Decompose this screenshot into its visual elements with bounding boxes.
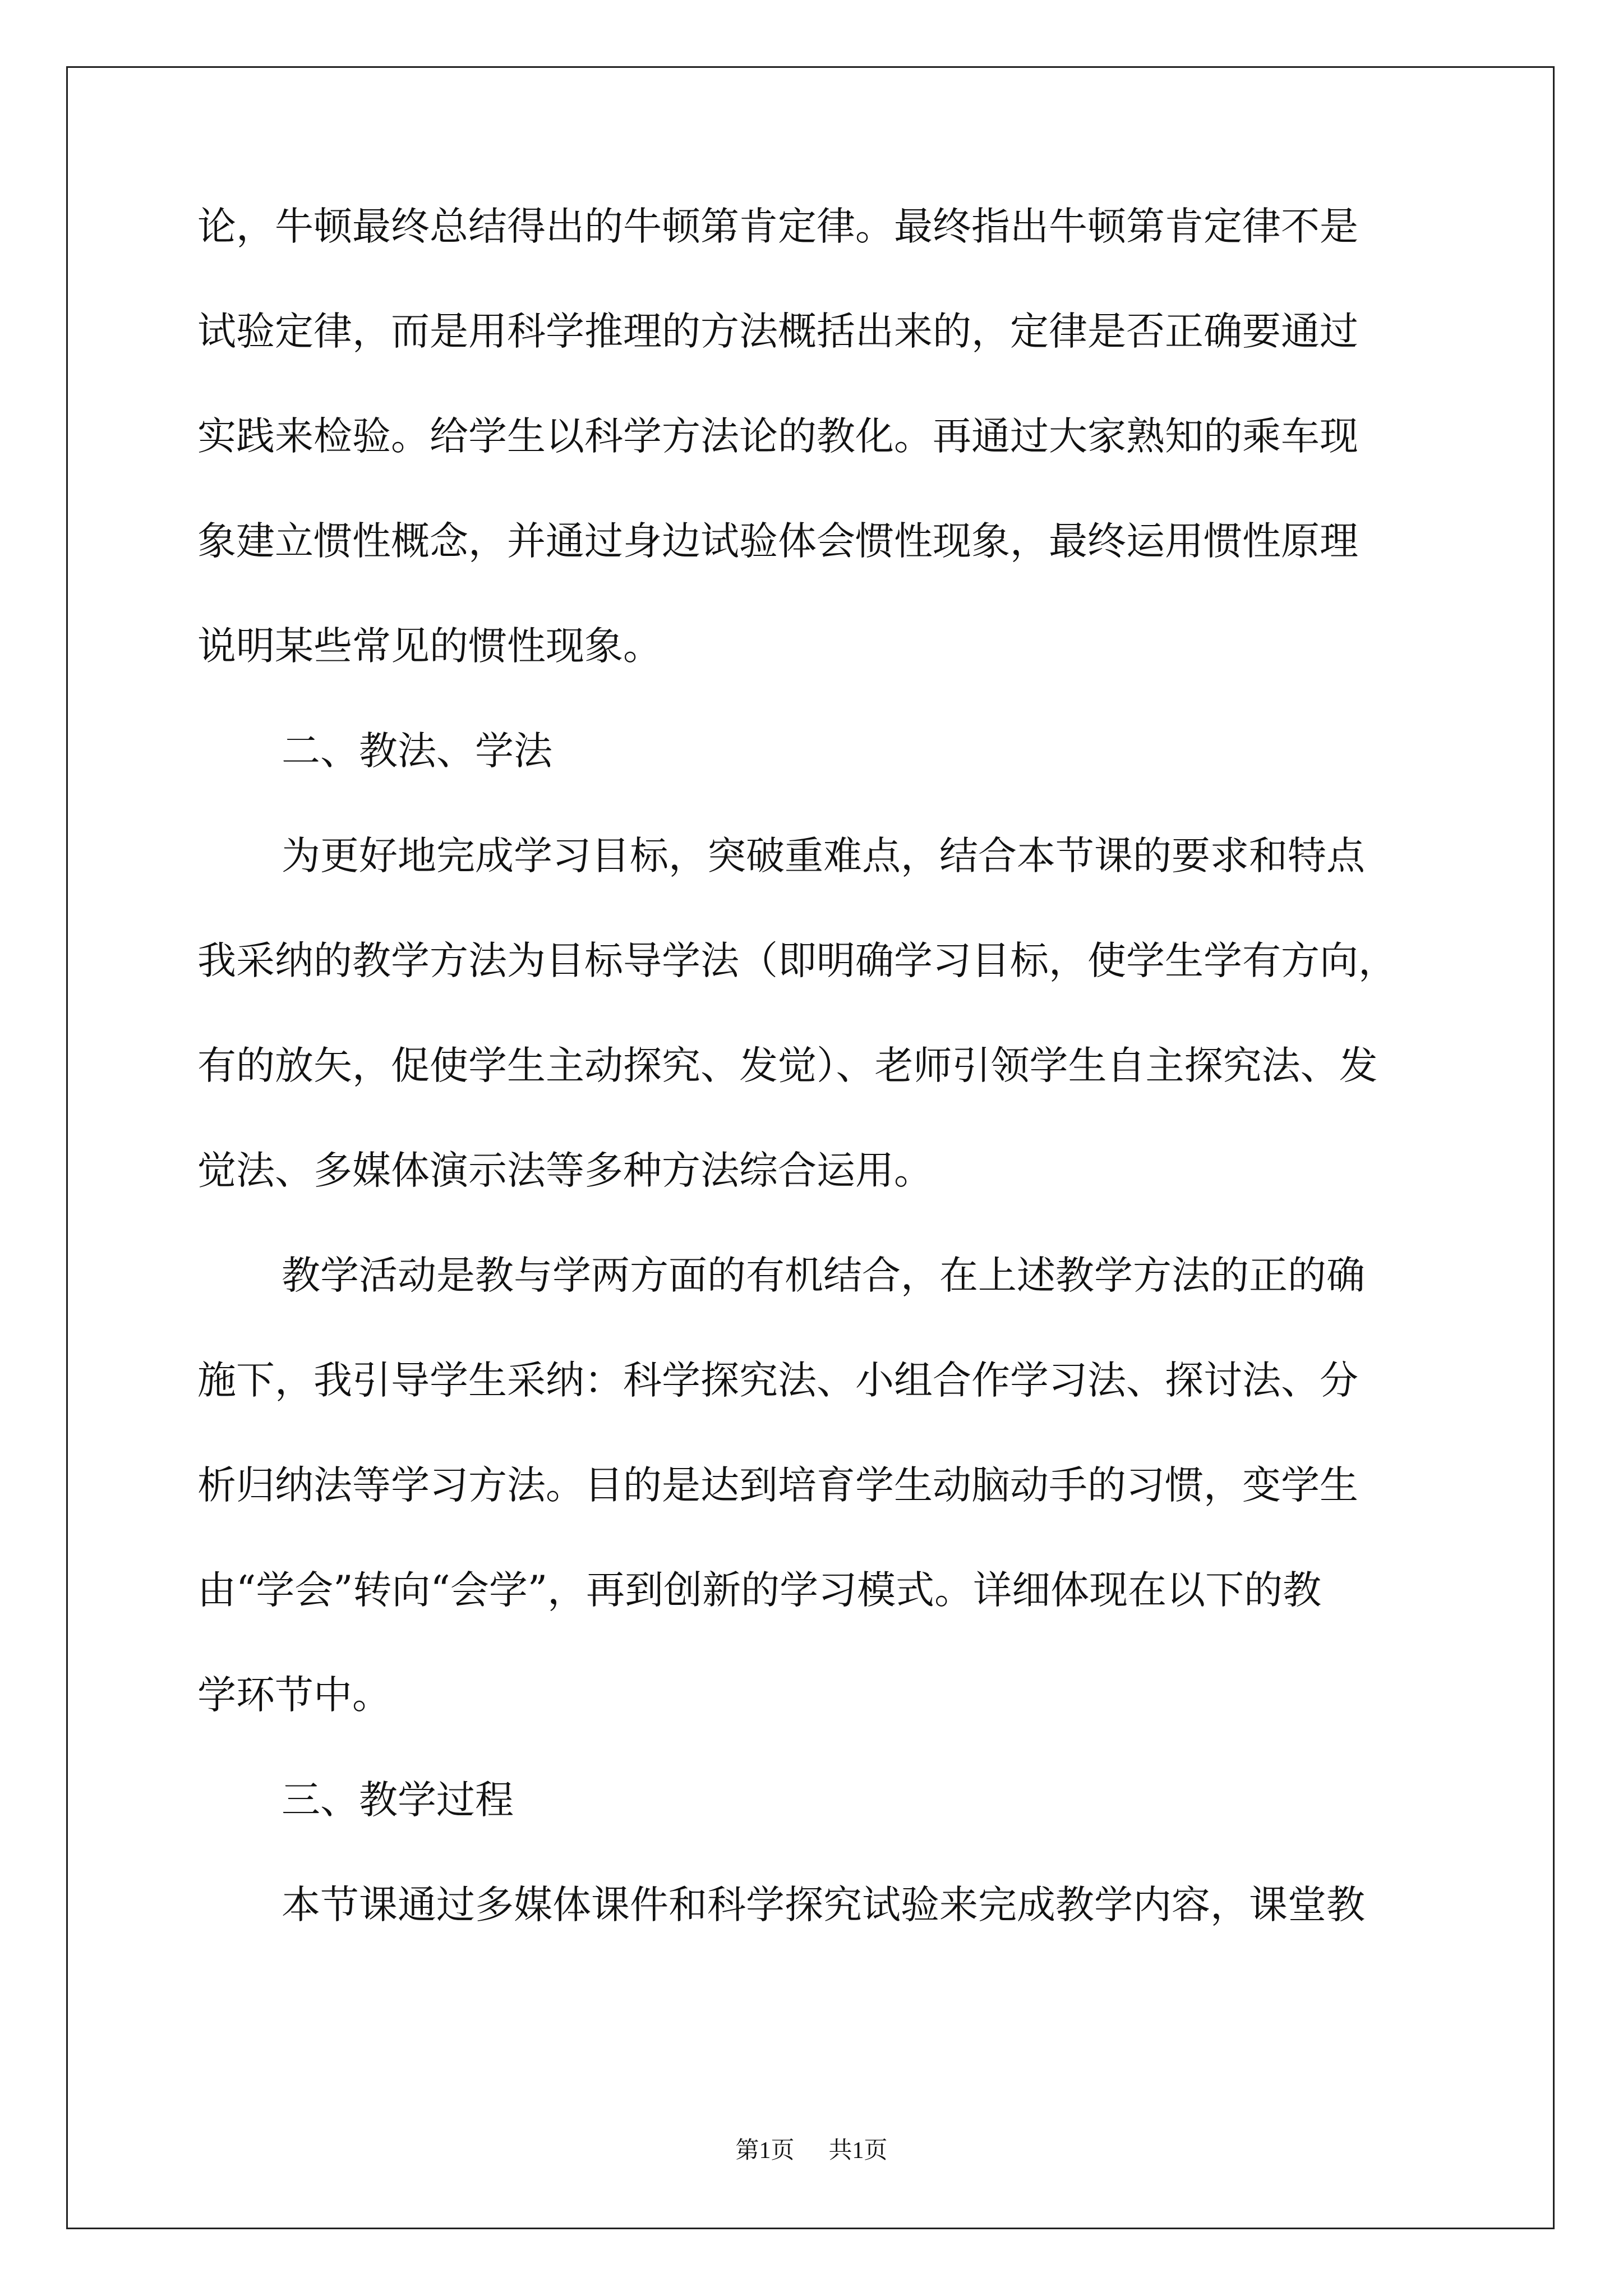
text-line: 我采纳的教学方法为目标导学法（即明确学习目标，使学生学有方向， xyxy=(197,938,1397,983)
section-heading: 三、教学过程 xyxy=(282,1778,514,1823)
page-number: 第1页 xyxy=(735,2138,795,2164)
text-line: 析归纳法等学习方法。目的是达到培育学生动脑动手的习惯，变学生 xyxy=(197,1463,1358,1508)
text-line: 学环节中。 xyxy=(197,1673,391,1718)
text-line: 为更好地完成学习目标，突破重难点，结合本节课的要求和特点 xyxy=(282,834,1365,878)
page-footer xyxy=(0,2132,1623,2165)
text-line: 施下，我引导学生采纳：科学探究法、小组合作学习法、探讨法、分 xyxy=(197,1358,1358,1403)
text-line: 教学活动是教与学两方面的有机结合，在上述教学方法的正的确 xyxy=(282,1253,1365,1298)
text-line: 有的放矢，促使学生主动探究、发觉）、老师引领学生自主探究法、发 xyxy=(197,1043,1378,1088)
text-line: 实践来检验。给学生以科学方法论的教化。再通过大家熟知的乘车现 xyxy=(197,414,1358,459)
page-total: 共1页 xyxy=(828,2138,888,2164)
text-line: 由“学会”转向“会学”，再到创新的学习模式。详细体现在以下的教 xyxy=(197,1568,1322,1613)
text-line: 说明某些常见的惯性现象。 xyxy=(197,624,662,669)
text-line: 试验定律，而是用科学推理的方法概括出来的，定律是否正确要通过 xyxy=(197,309,1358,354)
text-line: 本节课通过多媒体课件和科学探究试验来完成教学内容，课堂教 xyxy=(282,1883,1365,1927)
text-line: 象建立惯性概念，并通过身边试验体会惯性现象，最终运用惯性原理 xyxy=(197,519,1358,564)
section-heading: 二、教法、学法 xyxy=(282,729,552,774)
text-line: 论，牛顿最终总结得出的牛顿第肯定律。最终指出牛顿第肯定律不是 xyxy=(197,204,1358,249)
text-line: 觉法、多媒体演示法等多种方法综合运用。 xyxy=(197,1148,933,1193)
